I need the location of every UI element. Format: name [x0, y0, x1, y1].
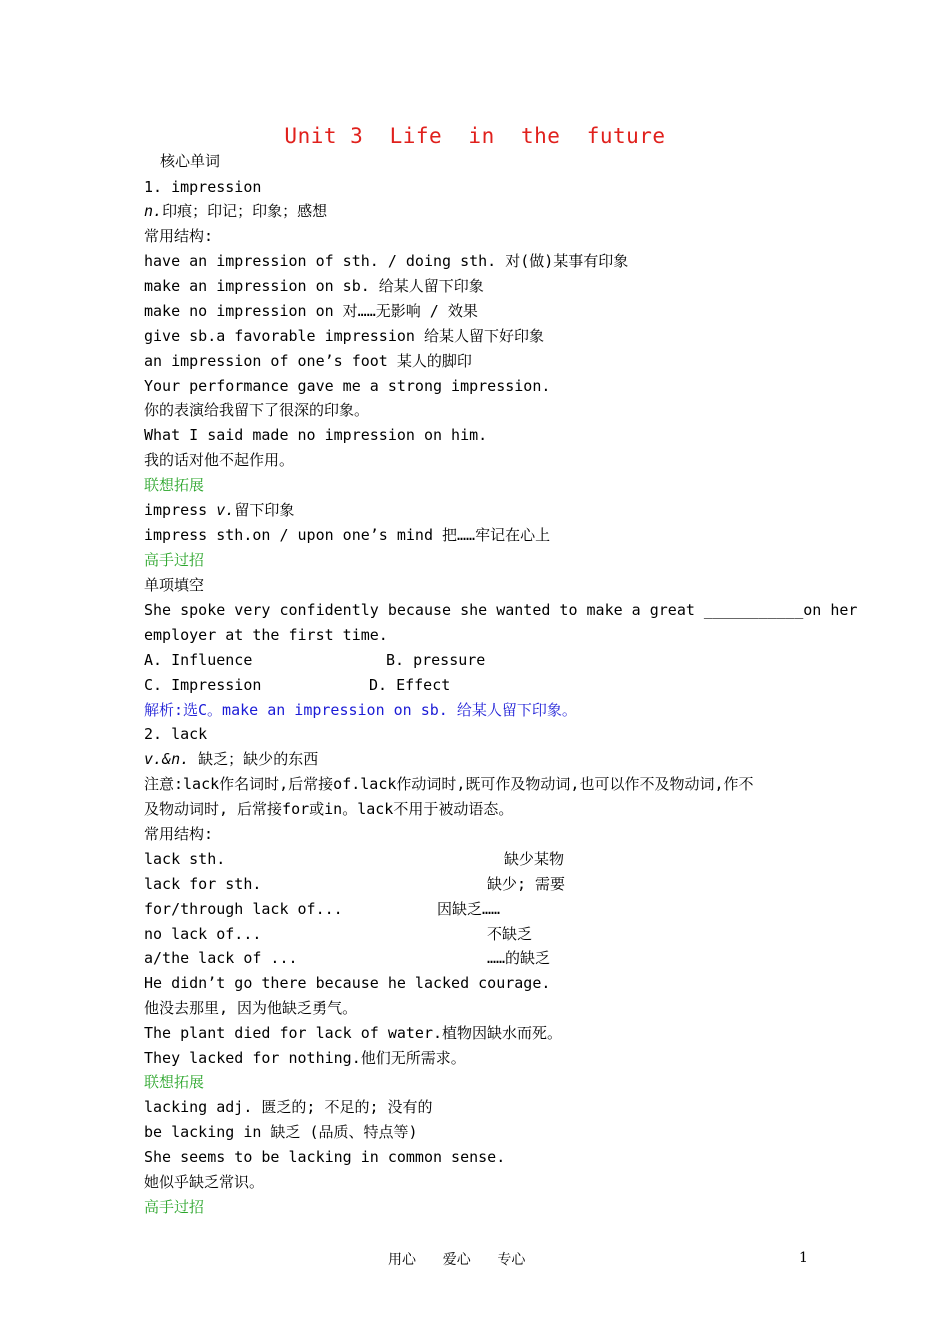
word-2-heading: 2. lack — [144, 725, 208, 743]
structure-meaning: 缺少; 需要 — [487, 875, 566, 893]
example-line: The plant died for lack of water.植物因缺水而死。 — [144, 1024, 563, 1042]
option-c: C. Impression — [144, 676, 262, 694]
extension-heading: 联想拓展 — [144, 1073, 205, 1091]
extension-line: She seems to be lacking in common sense. — [144, 1148, 506, 1166]
extension-line: lacking adj. 匮乏的; 不足的; 没有的 — [144, 1098, 433, 1116]
word-1-heading: 1. impression — [144, 178, 262, 196]
note-line: 及物动词时, 后常接for或in。lack不用于被动语态。 — [144, 800, 514, 818]
example-line: He didn’t go there because he lacked courage. — [144, 974, 551, 992]
structure-label: 常用结构: — [144, 227, 214, 245]
example-line: They lacked for nothing.他们无所需求。 — [144, 1049, 466, 1067]
structure-phrase: for/through lack of... — [144, 900, 343, 918]
question-line: She spoke very confidently because she wanted to make a great ___________on her — [144, 601, 858, 619]
structure-line: give sb.a favorable impression 给某人留下好印象 — [144, 327, 544, 345]
extension-line: 她似乎缺乏常识。 — [144, 1173, 265, 1191]
answer-explanation: 解析:选C。make an impression on sb. 给某人留下印象。 — [144, 701, 577, 719]
example-line: What I said made no impression on him. — [144, 426, 488, 444]
option-a: A. Influence — [144, 651, 253, 669]
structure-phrase: lack sth. — [144, 850, 226, 868]
definition-text: 印痕；印记；印象；感想 — [162, 202, 328, 220]
structure-phrase: a/the lack of ... — [144, 949, 298, 967]
practice-heading: 高手过招 — [144, 1198, 205, 1216]
structure-phrase: lack for sth. — [144, 875, 262, 893]
structure-line: an impression of one’s foot 某人的脚印 — [144, 352, 472, 370]
extension-word: impress — [144, 501, 217, 519]
exercise-label: 单项填空 — [144, 576, 205, 594]
note-line: 注意:lack作名词时,后常接of.lack作动词时,既可作及物动词,也可以作不及物动词,作不 — [144, 775, 754, 793]
option-b: B. pressure — [386, 651, 486, 669]
structure-meaning: 因缺乏…… — [437, 900, 501, 918]
page-number: 1 — [799, 1250, 808, 1266]
example-line: 你的表演给我留下了很深的印象。 — [144, 401, 370, 419]
structure-line: make an impression on sb. 给某人留下印象 — [144, 277, 484, 295]
page-title: Unit 3 Life in the future — [284, 124, 666, 148]
extension-line — [144, 500, 294, 520]
extension-line: impress sth.on / upon one’s mind 把……牢记在心上 — [144, 526, 551, 544]
extension-heading: 联想拓展 — [144, 476, 205, 494]
question-line: employer at the first time. — [144, 626, 388, 644]
pos-label: n. — [144, 202, 163, 220]
pos-label: v. — [216, 501, 235, 519]
pos-label: v.&n. — [144, 750, 190, 768]
extension-meaning: 留下印象 — [234, 501, 295, 519]
extension-line: be lacking in 缺乏 (品质、特点等) — [144, 1123, 418, 1141]
example-line: 我的话对他不起作用。 — [144, 451, 295, 469]
example-line: Your performance gave me a strong impression. — [144, 377, 551, 395]
structure-label: 常用结构: — [144, 825, 214, 843]
page-footer: 用心 爱心 专心 — [388, 1252, 526, 1268]
option-d: D. Effect — [369, 676, 451, 694]
word-2-definition — [144, 749, 318, 769]
definition-text: 缺乏；缺少的东西 — [189, 750, 319, 768]
structure-meaning: ……的缺乏 — [487, 949, 551, 967]
section-heading: 核心单词 — [160, 152, 221, 170]
structure-line: have an impression of sth. / doing sth. 对(做)某事有印象 — [144, 252, 629, 270]
example-line: 他没去那里, 因为他缺乏勇气。 — [144, 999, 358, 1017]
structure-line: make no impression on 对……无影响 / 效果 — [144, 302, 478, 320]
structure-phrase: no lack of... — [144, 925, 262, 943]
structure-meaning: 不缺乏 — [487, 925, 533, 943]
practice-heading: 高手过招 — [144, 551, 205, 569]
structure-meaning: 缺少某物 — [504, 850, 565, 868]
word-1-definition — [144, 201, 327, 221]
